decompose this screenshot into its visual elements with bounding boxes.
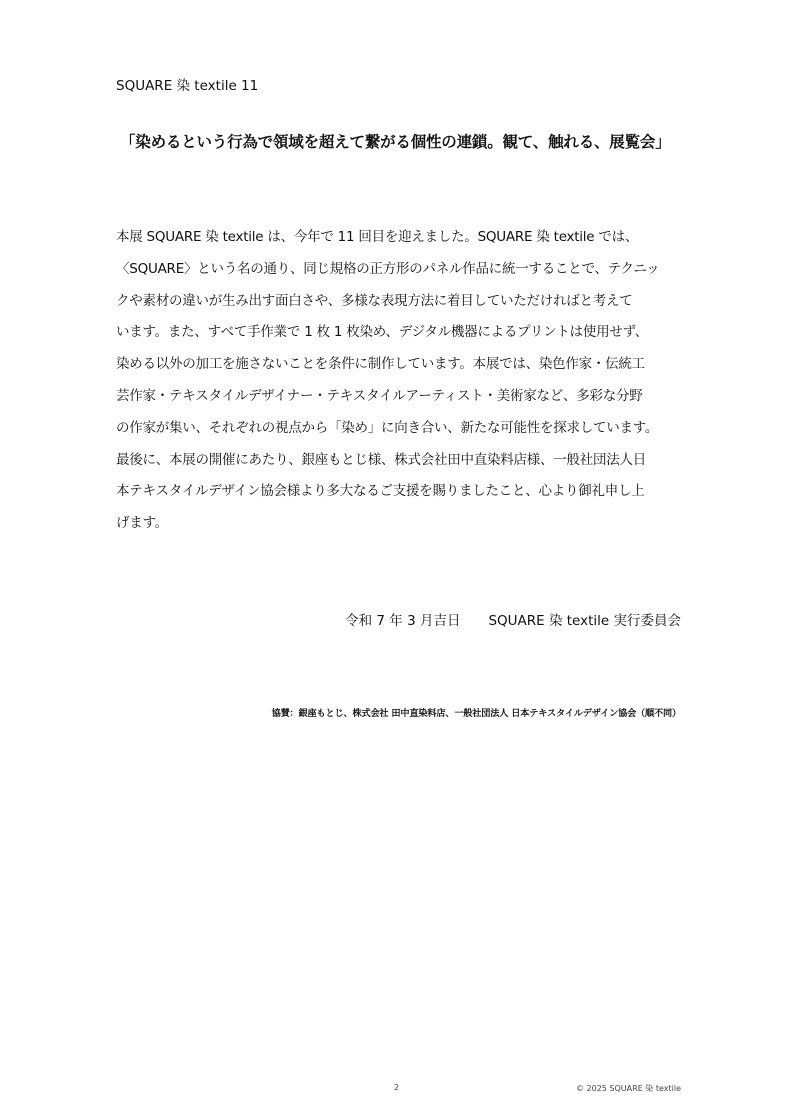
body-line: います。また、すべて手作業で 1 枚 1 枚染め、デジタル機器によるプリントは使用せず、: [116, 324, 649, 341]
body-line: クや素材の違いが生み出す面白さや、多様な表現方法に着目していただければと考えて: [116, 292, 633, 309]
body-line: 本展 SQUARE 染 textile は、今年で 11 回目を迎えました。SQUARE 染 textile では、: [116, 229, 639, 245]
document-header: SQUARE 染 textile 11: [116, 78, 259, 94]
signature: [345, 609, 681, 629]
body-line: 染める以外の加工を施さないことを条件に制作しています。本展では、染色作家・伝統工: [116, 356, 645, 373]
body-line: げます。: [116, 515, 168, 532]
headline: 「染めるという行為で領域を超えて繋がる個性の連鎖。観て、触れる、展覧会」: [120, 133, 671, 151]
copyright: © 2025 SQUARE 染 textile: [575, 1084, 681, 1093]
signature-date: 令和 7 年 3 月吉日: [345, 613, 461, 629]
body-line: の作家が集い、それぞれの視点から「染め」に向き合い、新たな可能性を探求しています。: [116, 419, 659, 436]
body-line: 最後に、本展の開催にあたり、銀座もとじ様、株式会社田中直染料店様、一般社団法人日: [116, 451, 646, 468]
signature-committee: SQUARE 染 textile 実行委員会: [488, 613, 681, 629]
page-number: 2: [394, 1083, 400, 1092]
body-line: 本テキスタイルデザイン協会様より多大なるご支援を賜りましたこと、心より御礼申し上: [116, 483, 645, 500]
body-line: 芸作家・テキスタイルデザイナー・テキスタイルアーティスト・美術家など、多彩な分野: [116, 387, 643, 404]
body-paragraph: [116, 226, 683, 544]
body-line: 〈SQUARE〉という名の通り、同じ規格の正方形のパネル作品に統一することで、テクニッ: [116, 260, 660, 277]
sponsors-note: 協賛：銀座もとじ、株式会社 田中直染料店、一般社団法人 日本テキスタイルデザイン協会（順不同）: [271, 708, 681, 719]
